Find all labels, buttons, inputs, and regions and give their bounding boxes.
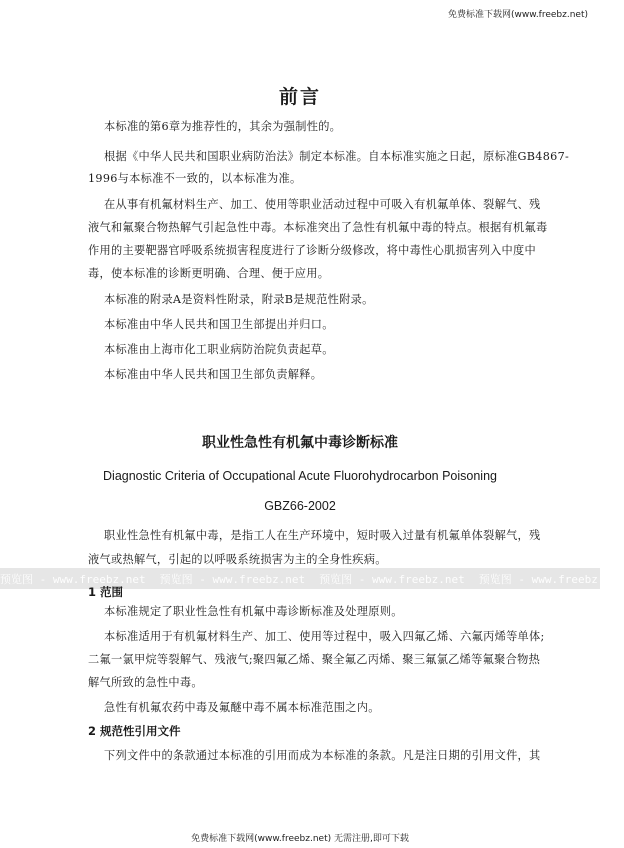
preface-paragraph: 液气和氟聚合物热解气引起急性中毒。本标准突出了急性有机氟中毒的特点。根据有机氟毒	[88, 221, 548, 234]
section-1-line: 急性有机氟农药中毒及氟醚中毒不属本标准范围之内。	[104, 701, 380, 714]
preface-paragraph: 本标准的附录A是资料性附录，附录B是规范性附录。	[104, 293, 374, 306]
preface-paragraph: 本标准的第6章为推荐性的，其余为强制性的。	[104, 120, 342, 133]
standard-title: 职业性急性有机氟中毒诊断标准	[202, 435, 398, 451]
section-1-line: 解气所致的急性中毒。	[88, 676, 203, 689]
section-1-line: 本标准规定了职业性急性有机氟中毒诊断标准及处理原则。	[104, 605, 403, 618]
watermark-text: 预览图 - www.freebz.net	[319, 572, 465, 586]
preface-paragraph: 根据《中华人民共和国职业病防治法》制定本标准。自本标准实施之日起，原标准GB4867-	[104, 150, 570, 163]
standard-code: GBZ66-2002	[264, 499, 336, 513]
watermark-text: 预览图 - www.freebz.net	[159, 572, 306, 586]
page-footer: 免费标准下载网(www.freebz.net) 无需注册,即可下载	[191, 834, 409, 844]
page-header: 免费标准下载网(www.freebz.net)	[448, 10, 588, 20]
preface-paragraph: 本标准由中华人民共和国卫生部提出并归口。	[104, 318, 334, 331]
section-2-heading: 2 规范性引用文件	[88, 724, 181, 738]
preface-paragraph: 在从事有机氟材料生产、加工、使用等职业活动过程中可吸入有机氟单体、裂解气、残	[104, 198, 541, 211]
intro-line: 液气或热解气，引起的以呼吸系统损害为主的全身性疾病。	[88, 553, 387, 566]
section-2-line: 下列文件中的条款通过本标准的引用而成为本标准的条款。凡是注日期的引用文件，其	[104, 749, 541, 762]
preface-paragraph: 本标准由上海市化工职业病防治院负责起草。	[104, 343, 334, 356]
preface-paragraph: 本标准由中华人民共和国卫生部负责解释。	[104, 368, 323, 381]
intro-line: 职业性急性有机氟中毒，是指工人在生产环境中，短时吸入过量有机氟单体裂解气，残	[104, 529, 541, 542]
section-1-heading: 1 范围	[88, 585, 124, 599]
watermark-text: 预览图 - www.freebz.net	[478, 572, 624, 586]
watermark-text: 预览图 - www.freebz.net	[0, 572, 146, 586]
preface-paragraph: 作用的主要靶器官呼吸系统损害程度进行了诊断分级修改，将中毒性心肌损害列入中度中	[88, 244, 537, 257]
preface-paragraph: 毒，使本标准的诊断更明确、合理、便于应用。	[88, 267, 330, 280]
section-1-line: 二氟一氯甲烷等裂解气、残液气;聚四氟乙烯、聚全氟乙丙烯、聚三氟氯乙烯等氟聚合物热	[88, 653, 541, 666]
standard-title-en: Diagnostic Criteria of Occupational Acute Fluorohydrocarbon Poisoning	[103, 469, 497, 483]
preface-paragraph: 1996与本标准不一致的，以本标准为准。	[88, 172, 302, 185]
preface-title: 前言	[278, 86, 321, 108]
section-1-line: 本标准适用于有机氟材料生产、加工、使用等过程中，吸入四氟乙烯、六氟丙烯等单体;	[104, 630, 545, 643]
